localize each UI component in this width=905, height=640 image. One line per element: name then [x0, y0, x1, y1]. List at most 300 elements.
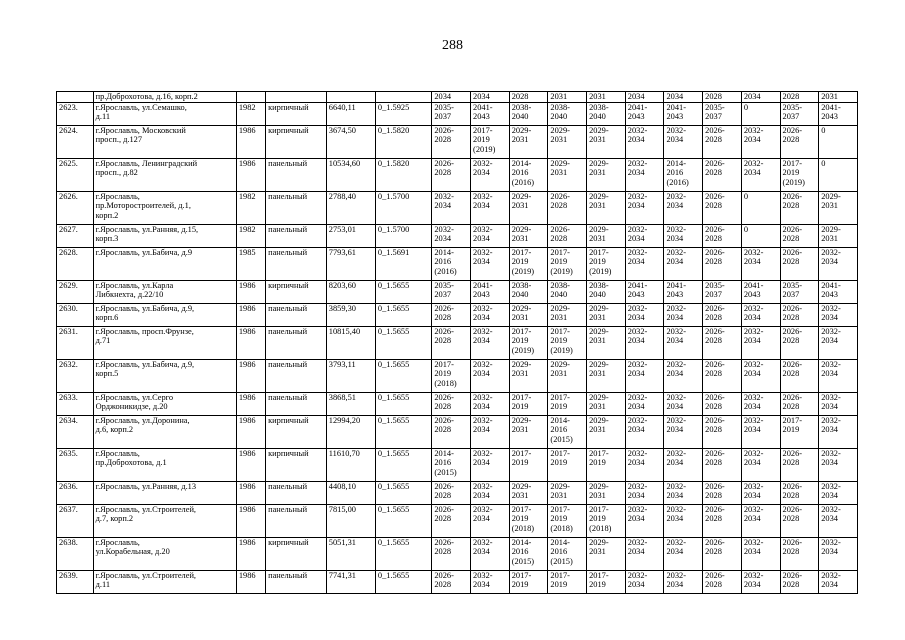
table-cell: 3859,30	[326, 303, 375, 326]
table-cell: 2026- 2028	[780, 537, 819, 570]
table-cell: 0_1.5655	[375, 359, 431, 392]
table-cell: 2031	[548, 92, 587, 103]
table-cell: 2026- 2028	[432, 158, 471, 191]
table-cell: 2032- 2034	[625, 570, 664, 593]
table-cell: 2032- 2034	[471, 537, 510, 570]
table-cell: 2032- 2034	[471, 504, 510, 537]
table-row	[57, 303, 858, 326]
table-cell: 1982	[236, 102, 265, 125]
table-cell: 3868,51	[326, 392, 375, 415]
table-cell: панельный	[266, 504, 327, 537]
table-cell: 2032- 2034	[664, 570, 703, 593]
table-cell: кирпичный	[266, 280, 327, 303]
table-cell: 2034	[471, 92, 510, 103]
table-cell: 2026- 2028	[703, 125, 742, 158]
table-cell: 2032- 2034	[664, 247, 703, 280]
table-cell: 2026- 2028	[703, 359, 742, 392]
table-cell: 1982	[236, 191, 265, 224]
table-cell: 2026- 2028	[432, 303, 471, 326]
table-cell: панельный	[266, 326, 327, 359]
table-cell: 2026- 2028	[780, 191, 819, 224]
row-number-cell: 2628.	[57, 247, 94, 280]
table-cell: 2029- 2031	[509, 303, 548, 326]
table-cell: 2029- 2031	[819, 191, 858, 224]
table-cell: 7741,31	[326, 570, 375, 593]
table-cell: 0_1.5700	[375, 191, 431, 224]
table-cell: 2032- 2034	[741, 570, 780, 593]
table-cell: 2028	[703, 92, 742, 103]
table-cell: 2026- 2028	[432, 392, 471, 415]
table-cell: 2026- 2028	[703, 504, 742, 537]
table-cell: 2017- 2019 (2019)	[509, 326, 548, 359]
table-row	[57, 92, 858, 103]
table-cell: 2032- 2034	[471, 570, 510, 593]
address-cell: г.Ярославль, просп.Фрунзе, д.71	[93, 326, 236, 359]
table-cell: панельный	[266, 359, 327, 392]
address-cell: г.Ярославль, ул.Бабича, д.9, корп.5	[93, 359, 236, 392]
table-cell: 2026- 2028	[780, 247, 819, 280]
table-cell: 2014- 2016 (2016)	[509, 158, 548, 191]
table-cell: 2038- 2040	[587, 102, 626, 125]
table-cell: 2017- 2019 (2019)	[509, 247, 548, 280]
table-cell: 2032- 2034	[625, 504, 664, 537]
table-cell: 12994,20	[326, 415, 375, 448]
table-cell: 1986	[236, 504, 265, 537]
address-cell: г.Ярославль, пр.Доброхотова, д.1	[93, 448, 236, 481]
table-cell: 1985	[236, 247, 265, 280]
address-cell: г.Ярославль, ул.Строителей, д.11	[93, 570, 236, 593]
table-cell: 2041- 2043	[664, 280, 703, 303]
address-cell: г.Ярославль, ул.Корабельная, д.20	[93, 537, 236, 570]
row-number-cell: 2629.	[57, 280, 94, 303]
table-cell: 2032- 2034	[664, 359, 703, 392]
table-cell: 2032- 2034	[664, 191, 703, 224]
table-cell: 4408,10	[326, 481, 375, 504]
table-cell: 0_1.5655	[375, 481, 431, 504]
table-cell: кирпичный	[266, 415, 327, 448]
table-cell: 11610,70	[326, 448, 375, 481]
table-cell: 2032- 2034	[625, 415, 664, 448]
table-cell: 2032- 2034	[741, 504, 780, 537]
table-cell: 2032- 2034	[625, 303, 664, 326]
table-row	[57, 326, 858, 359]
table-cell: 2032- 2034	[625, 125, 664, 158]
table-cell: 2032- 2034	[819, 415, 858, 448]
table-cell: 2041- 2043	[471, 102, 510, 125]
table-cell: 2026- 2028	[780, 448, 819, 481]
row-number-cell: 2626.	[57, 191, 94, 224]
table-cell: 0_1.5655	[375, 326, 431, 359]
table-cell: 2032- 2034	[664, 415, 703, 448]
table-cell: 0	[741, 191, 780, 224]
address-cell: г.Ярославль, Московский просп., д.127	[93, 125, 236, 158]
table-cell: 2035- 2037	[432, 102, 471, 125]
table-cell: кирпичный	[266, 448, 327, 481]
table-cell: 2017- 2019	[587, 570, 626, 593]
table-cell: 2031	[819, 92, 858, 103]
table-cell: 2031	[587, 92, 626, 103]
table-cell: 0_1.5655	[375, 570, 431, 593]
address-cell: г.Ярославль, ул.Доронина, д.6, корп.2	[93, 415, 236, 448]
table-cell: 2026- 2028	[548, 191, 587, 224]
table-row	[57, 224, 858, 247]
table-cell: 2035- 2037	[432, 280, 471, 303]
address-cell: г.Ярославль, ул.Ранняя, д.15, корп.3	[93, 224, 236, 247]
table-cell: 0_1.5700	[375, 224, 431, 247]
table-cell: панельный	[266, 191, 327, 224]
table-cell: 0_1.5655	[375, 280, 431, 303]
table-cell: 2034	[432, 92, 471, 103]
table-cell: 10815,40	[326, 326, 375, 359]
table-cell: 0_1.5925	[375, 102, 431, 125]
table-cell: 2032- 2034	[664, 303, 703, 326]
table-cell: 2026- 2028	[703, 247, 742, 280]
table-cell: 2032- 2034	[819, 570, 858, 593]
table-cell: 2032- 2034	[819, 504, 858, 537]
table-cell: 2032- 2034	[741, 247, 780, 280]
table-cell: 2017- 2019 (2019)	[780, 158, 819, 191]
table-cell: 2032- 2034	[432, 224, 471, 247]
table-cell: 2032- 2034	[471, 158, 510, 191]
table-cell: 2029- 2031	[509, 481, 548, 504]
address-cell: г.Ярославль, ул.Ранняя, д.13	[93, 481, 236, 504]
table-cell: 2041- 2043	[664, 102, 703, 125]
table-row	[57, 247, 858, 280]
table-cell: 2038- 2040	[548, 280, 587, 303]
table-cell: 2026- 2028	[703, 158, 742, 191]
table-cell: 1986	[236, 359, 265, 392]
table-cell: 0_1.5655	[375, 303, 431, 326]
table-cell: 2032- 2034	[471, 392, 510, 415]
table-cell: 2029- 2031	[587, 191, 626, 224]
table-cell: 1986	[236, 537, 265, 570]
table-row	[57, 158, 858, 191]
row-number-cell: 2631.	[57, 326, 94, 359]
table-cell: 2032- 2034	[741, 303, 780, 326]
table-cell: 2038- 2040	[548, 102, 587, 125]
table-cell: панельный	[266, 570, 327, 593]
table-cell: 0_1.5655	[375, 415, 431, 448]
table-cell: 2032- 2034	[741, 481, 780, 504]
table-cell: 1986	[236, 303, 265, 326]
table-cell	[375, 92, 431, 103]
table-cell: панельный	[266, 481, 327, 504]
table-cell: 2032- 2034	[664, 481, 703, 504]
table-cell: 2017- 2019	[587, 448, 626, 481]
table-cell: 2032- 2034	[471, 191, 510, 224]
table-cell: 1986	[236, 280, 265, 303]
table-cell: 2017- 2019	[509, 448, 548, 481]
row-number-cell: 2623.	[57, 102, 94, 125]
row-number-cell: 2635.	[57, 448, 94, 481]
table-cell: 2032- 2034	[819, 537, 858, 570]
table-cell: 2029- 2031	[509, 359, 548, 392]
table-cell: 2014- 2016 (2016)	[432, 247, 471, 280]
table-cell: кирпичный	[266, 125, 327, 158]
table-cell: 2041- 2043	[625, 280, 664, 303]
table-cell: 2041- 2043	[741, 280, 780, 303]
row-number-cell: 2633.	[57, 392, 94, 415]
table-row	[57, 537, 858, 570]
table-cell: 2029- 2031	[587, 224, 626, 247]
table-cell: 2026- 2028	[432, 326, 471, 359]
table-cell: 2032- 2034	[432, 191, 471, 224]
row-number-cell: 2639.	[57, 570, 94, 593]
table-cell: 2029- 2031	[587, 158, 626, 191]
table-cell: 2026- 2028	[780, 392, 819, 415]
table-cell	[326, 92, 375, 103]
table-cell: 2029- 2031	[548, 125, 587, 158]
table-cell: 2032- 2034	[741, 359, 780, 392]
table-row	[57, 448, 858, 481]
table-cell: 2032- 2034	[741, 125, 780, 158]
table-cell: 2753,01	[326, 224, 375, 247]
table-cell: 2034	[625, 92, 664, 103]
table-cell: 10534,60	[326, 158, 375, 191]
table-cell: 2035- 2037	[780, 280, 819, 303]
table-cell: 2026- 2028	[703, 191, 742, 224]
address-cell: г.Ярославль, ул.Бабича, д.9	[93, 247, 236, 280]
table-cell: 2035- 2037	[703, 102, 742, 125]
table-cell: 1986	[236, 125, 265, 158]
table-cell: 0	[819, 158, 858, 191]
table-cell: 2026- 2028	[703, 481, 742, 504]
table-cell: 2026- 2028	[780, 326, 819, 359]
table-cell: 2029- 2031	[509, 224, 548, 247]
table-cell: 2026- 2028	[432, 481, 471, 504]
address-cell: пр.Доброхотова, д.16, корп.2	[93, 92, 236, 103]
table-cell: 2032- 2034	[741, 448, 780, 481]
row-number-cell	[57, 92, 94, 103]
table-cell: 2041- 2043	[819, 280, 858, 303]
table-cell: 2026- 2028	[703, 570, 742, 593]
table-cell: 2032- 2034	[625, 481, 664, 504]
table-cell: 2032- 2034	[664, 392, 703, 415]
table-cell: 2035- 2037	[780, 102, 819, 125]
table-cell: 2017- 2019 (2018)	[509, 504, 548, 537]
table-cell: 2014- 2016 (2016)	[664, 158, 703, 191]
address-cell: г.Ярославль, ул.Карла Либкнехта, д.22/10	[93, 280, 236, 303]
table-cell: 2026- 2028	[780, 359, 819, 392]
table-cell: панельный	[266, 392, 327, 415]
table-cell: 2032- 2034	[741, 537, 780, 570]
table-row	[57, 125, 858, 158]
row-number-cell: 2625.	[57, 158, 94, 191]
table-cell: 2026- 2028	[780, 125, 819, 158]
table-row	[57, 102, 858, 125]
table-cell: 2026- 2028	[703, 392, 742, 415]
table-cell: 6640,11	[326, 102, 375, 125]
table-cell: кирпичный	[266, 102, 327, 125]
table-cell: 2026- 2028	[703, 448, 742, 481]
table-cell: 2026- 2028	[703, 326, 742, 359]
table-cell: 2032- 2034	[625, 326, 664, 359]
row-number-cell: 2638.	[57, 537, 94, 570]
table-cell	[266, 92, 327, 103]
address-cell: г.Ярославль, ул.Бабича, д.9, корп.6	[93, 303, 236, 326]
table-cell: 2026- 2028	[432, 125, 471, 158]
row-number-cell: 2630.	[57, 303, 94, 326]
page-number: 288	[442, 38, 463, 53]
table-cell: 2017- 2019 (2018)	[587, 504, 626, 537]
table-row	[57, 359, 858, 392]
table-cell: 2032- 2034	[819, 303, 858, 326]
table-cell: 2032- 2034	[664, 537, 703, 570]
table-cell: 2032- 2034	[471, 415, 510, 448]
table-cell: 2017- 2019	[509, 392, 548, 415]
table-cell: 2017- 2019 (2019)	[587, 247, 626, 280]
table-cell: 2032- 2034	[664, 504, 703, 537]
table-cell: 2032- 2034	[664, 125, 703, 158]
table-row	[57, 191, 858, 224]
table-cell: 2032- 2034	[625, 247, 664, 280]
table-cell: 2026- 2028	[780, 570, 819, 593]
table-cell: 2032- 2034	[625, 359, 664, 392]
table-cell: 2029- 2031	[587, 125, 626, 158]
table-cell: 0	[819, 125, 858, 158]
table-cell: 2032- 2034	[664, 326, 703, 359]
address-cell: г.Ярославль, пр.Моторостроителей, д.1, корп.2	[93, 191, 236, 224]
table-cell: 2032- 2034	[471, 326, 510, 359]
table-cell: 2038- 2040	[587, 280, 626, 303]
table-cell: 2029- 2031	[587, 537, 626, 570]
table-cell: 2026- 2028	[703, 537, 742, 570]
table-cell: 2026- 2028	[780, 481, 819, 504]
table-cell: 2032- 2034	[819, 448, 858, 481]
table-cell: 7815,00	[326, 504, 375, 537]
address-cell: г.Ярославль, Ленинградский просп., д.82	[93, 158, 236, 191]
table-cell: 2014- 2016 (2015)	[548, 537, 587, 570]
table-cell: кирпичный	[266, 537, 327, 570]
table-cell: 0	[741, 102, 780, 125]
table-cell: 2032- 2034	[471, 247, 510, 280]
table-cell: панельный	[266, 224, 327, 247]
table-cell: 2026- 2028	[432, 504, 471, 537]
table-cell: 2026- 2028	[780, 303, 819, 326]
table-row	[57, 392, 858, 415]
table-cell: 2017- 2019 (2019)	[548, 247, 587, 280]
table-cell: 2032- 2034	[625, 392, 664, 415]
address-cell: г.Ярославль, ул.Семашко, д.11	[93, 102, 236, 125]
table-row	[57, 280, 858, 303]
address-cell: г.Ярославль, ул.Строителей, д.7, корп.2	[93, 504, 236, 537]
table-cell: 2029- 2031	[587, 303, 626, 326]
table-cell: 2035- 2037	[703, 280, 742, 303]
row-number-cell: 2624.	[57, 125, 94, 158]
table-cell: 2032- 2034	[471, 359, 510, 392]
table-cell: 2026- 2028	[432, 570, 471, 593]
table-cell: 2017- 2019	[548, 392, 587, 415]
table-cell: 2029- 2031	[587, 481, 626, 504]
table-cell: 2038- 2040	[509, 102, 548, 125]
table-cell: 2032- 2034	[664, 448, 703, 481]
table-cell: 2028	[509, 92, 548, 103]
table-cell	[236, 92, 265, 103]
table-cell: 1986	[236, 392, 265, 415]
table-cell: 2032- 2034	[741, 392, 780, 415]
table-cell: 2032- 2034	[819, 247, 858, 280]
table-cell: 2041- 2043	[625, 102, 664, 125]
table-row	[57, 481, 858, 504]
table-cell: 0_1.5655	[375, 448, 431, 481]
table-cell: 2032- 2034	[625, 224, 664, 247]
table-cell: 2032- 2034	[471, 481, 510, 504]
table-cell: 2032- 2034	[625, 191, 664, 224]
table-cell: 2026- 2028	[703, 303, 742, 326]
table-cell: 2032- 2034	[741, 326, 780, 359]
table-cell: 2032- 2034	[625, 448, 664, 481]
table-cell: 2029- 2031	[587, 326, 626, 359]
table-cell: 0_1.5655	[375, 504, 431, 537]
table-cell: 1986	[236, 448, 265, 481]
table-cell: 2034	[741, 92, 780, 103]
table-cell: 2029- 2031	[548, 158, 587, 191]
table-cell: 2026- 2028	[432, 537, 471, 570]
repair-schedule-table	[56, 91, 858, 594]
table-cell: 2026- 2028	[703, 224, 742, 247]
table-cell: 2032- 2034	[819, 326, 858, 359]
table-cell: 2034	[664, 92, 703, 103]
table-cell: 2026- 2028	[703, 415, 742, 448]
table-cell: 1986	[236, 326, 265, 359]
table-cell: 2026- 2028	[432, 415, 471, 448]
table-cell: 1986	[236, 415, 265, 448]
table-row	[57, 415, 858, 448]
table-cell: 2029- 2031	[548, 359, 587, 392]
table-cell: 2032- 2034	[819, 481, 858, 504]
table-cell: 2032- 2034	[664, 224, 703, 247]
table-cell: 2032- 2034	[819, 392, 858, 415]
table-cell: 2029- 2031	[509, 125, 548, 158]
table-cell: 0_1.5655	[375, 537, 431, 570]
table-cell: 2017- 2019 (2018)	[432, 359, 471, 392]
table-cell: 2032- 2034	[471, 448, 510, 481]
table-cell: 2029- 2031	[548, 303, 587, 326]
table-cell: 2032- 2034	[819, 359, 858, 392]
table-cell: 2032- 2034	[625, 537, 664, 570]
table-cell: 2029- 2031	[819, 224, 858, 247]
table-cell: 2026- 2028	[780, 504, 819, 537]
table-cell: 5051,31	[326, 537, 375, 570]
table-cell: 2017- 2019	[780, 415, 819, 448]
table-cell: 2026- 2028	[548, 224, 587, 247]
table-cell: 2032- 2034	[741, 415, 780, 448]
table-cell: 3793,11	[326, 359, 375, 392]
table-cell: 2014- 2016 (2015)	[509, 537, 548, 570]
table-cell: 2041- 2043	[471, 280, 510, 303]
table-cell: 2788,40	[326, 191, 375, 224]
table-cell: 0_1.5820	[375, 125, 431, 158]
table-cell: 2014- 2016 (2015)	[432, 448, 471, 481]
row-number-cell: 2627.	[57, 224, 94, 247]
table-cell: 7793,61	[326, 247, 375, 280]
row-number-cell: 2636.	[57, 481, 94, 504]
table-cell: 2017- 2019 (2018)	[548, 504, 587, 537]
table-cell: 2032- 2034	[471, 224, 510, 247]
table-cell: 2041- 2043	[819, 102, 858, 125]
row-number-cell: 2632.	[57, 359, 94, 392]
table-cell: панельный	[266, 303, 327, 326]
table-cell: 2029- 2031	[587, 415, 626, 448]
table-cell: 1986	[236, 158, 265, 191]
table-cell: 2017- 2019 (2019)	[548, 326, 587, 359]
table-cell: 1986	[236, 481, 265, 504]
table-cell: 2038- 2040	[509, 280, 548, 303]
table-cell: 2028	[780, 92, 819, 103]
table-cell: 0	[741, 224, 780, 247]
table-cell: 2029- 2031	[587, 359, 626, 392]
row-number-cell: 2634.	[57, 415, 94, 448]
